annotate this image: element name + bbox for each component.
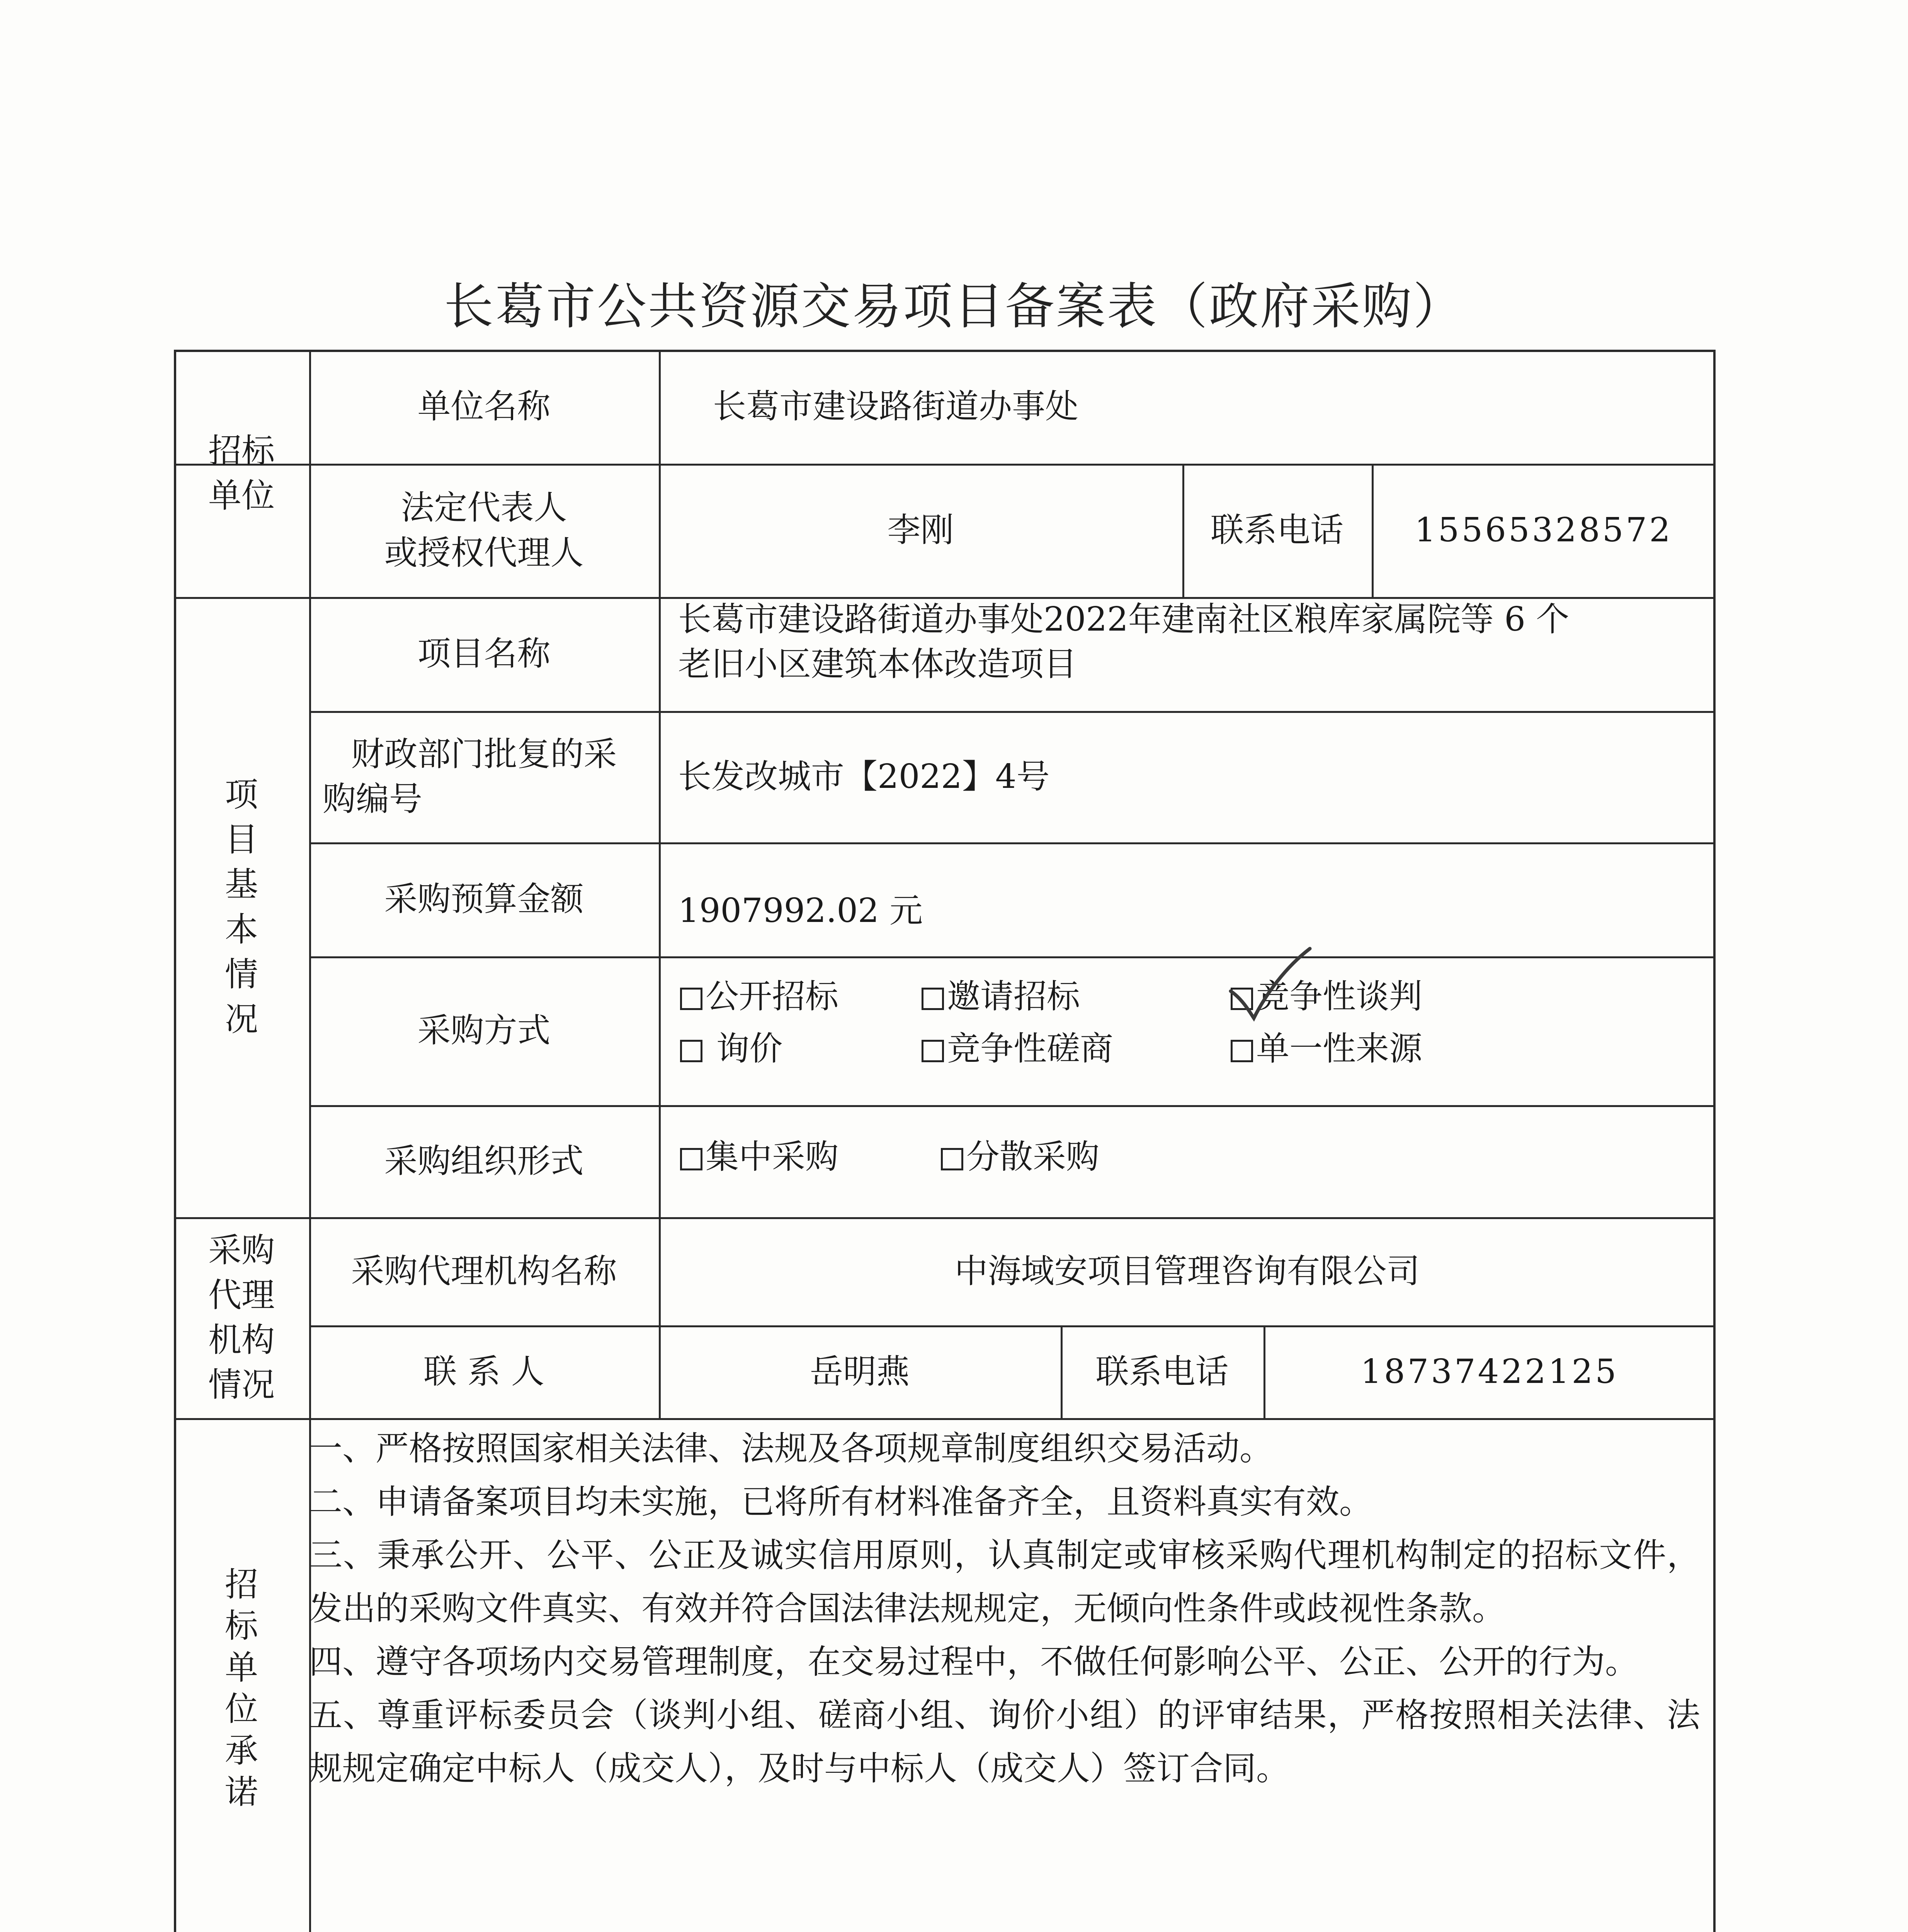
tenderer-phone-label: 联系电话 bbox=[1211, 511, 1343, 550]
section-label-project bbox=[174, 597, 309, 1217]
handwritten-check-mark-icon bbox=[1227, 945, 1312, 1022]
page-title: 长葛市公共资源交易项目备案表（政府采购） bbox=[444, 278, 1464, 335]
project-name-line: 老旧小区建筑本体改造项目 bbox=[678, 645, 1077, 684]
procurement-code-label-line: 购编号 bbox=[323, 780, 422, 818]
representative-label-line: 或授权代理人 bbox=[384, 533, 584, 572]
org-option-label: 分散采购 bbox=[966, 1138, 1099, 1176]
method-option-public-tender[interactable] bbox=[680, 972, 838, 1022]
section-label-text: 项目基本情况 bbox=[225, 776, 258, 1039]
organization-form-label: 采购组织形式 bbox=[384, 1141, 584, 1180]
agency-contact-label: 联 系 人 bbox=[423, 1352, 544, 1391]
method-option-competitive-negotiation[interactable] bbox=[1231, 972, 1422, 1022]
promise-item: 三、秉承公开、公平、公正及诚实信用原则，认真制定或审核采购代理机构制定的招标文件，发出的采购文件真实、有效并符合国法律法规规定，无倾向性条件或歧视性条款。 bbox=[309, 1536, 1700, 1628]
method-option-single-source[interactable] bbox=[1231, 1024, 1422, 1074]
budget-label: 采购预算金额 bbox=[384, 880, 584, 919]
agency-name-value: 中海域安项目管理咨询有限公司 bbox=[954, 1252, 1420, 1291]
checkbox-icon[interactable] bbox=[922, 988, 944, 1010]
method-option-label: 邀请招标 bbox=[947, 977, 1080, 1016]
agency-phone-value: 18737422125 bbox=[1360, 1352, 1619, 1391]
promise-item: 二、申请备案项目均未实施，已将所有材料准备齐全，且资料真实有效。 bbox=[309, 1483, 1372, 1521]
checkbox-icon[interactable] bbox=[680, 1040, 702, 1062]
checkbox-icon[interactable] bbox=[1231, 1040, 1253, 1062]
method-option-invited-tender[interactable] bbox=[922, 972, 1080, 1022]
tenderer-phone-value: 15565328572 bbox=[1415, 511, 1673, 550]
org-option-decentralized[interactable] bbox=[941, 1132, 1099, 1182]
project-name-line: 长葛市建设路街道办事处2022年建南社区粮库家属院等 6 个 bbox=[678, 600, 1570, 639]
project-name-label: 项目名称 bbox=[417, 634, 551, 673]
section-label-agency bbox=[174, 1217, 309, 1418]
procurement-code-label bbox=[309, 711, 659, 842]
method-option-label: 竞争性磋商 bbox=[947, 1029, 1113, 1068]
unit-name-value: 长葛市建设路街道办事处 bbox=[713, 387, 1078, 426]
promise-item: 一、严格按照国家相关法律、法规及各项规章制度组织交易活动。 bbox=[309, 1429, 1273, 1468]
unit-name-label: 单位名称 bbox=[417, 387, 551, 426]
checkbox-icon[interactable] bbox=[680, 988, 702, 1010]
section-label-text: 采购代理机构情况 bbox=[208, 1231, 275, 1405]
section-label-text: 招标单位 bbox=[208, 431, 275, 515]
checkbox-icon[interactable] bbox=[922, 1040, 944, 1062]
row-divider bbox=[174, 1418, 1716, 1420]
method-option-label: 竞争性谈判 bbox=[1256, 977, 1422, 1016]
budget-value: 1907992.02 元 bbox=[678, 891, 923, 930]
org-option-label: 集中采购 bbox=[706, 1138, 838, 1176]
representative-value: 李刚 bbox=[887, 511, 954, 550]
checkbox-icon[interactable] bbox=[941, 1148, 963, 1170]
checkbox-icon[interactable] bbox=[680, 1148, 702, 1170]
procurement-code-label-line: 财政部门批复的采 bbox=[351, 735, 617, 774]
procurement-method-options bbox=[659, 956, 1716, 1105]
method-option-inquiry[interactable] bbox=[680, 1024, 782, 1074]
promise-list bbox=[309, 1422, 1700, 1795]
agency-contact-value: 岳明燕 bbox=[810, 1352, 910, 1391]
procurement-method-label: 采购方式 bbox=[417, 1011, 551, 1050]
section-label-tenderer bbox=[174, 350, 309, 597]
section-label-text: 招标单位承诺 bbox=[225, 1565, 258, 1811]
section-label-promise bbox=[174, 1418, 309, 1932]
project-name-value bbox=[659, 597, 1716, 711]
org-option-centralized[interactable] bbox=[680, 1132, 838, 1182]
organization-form-options bbox=[659, 1105, 1716, 1217]
procurement-code-value: 长发改城市【2022】4号 bbox=[678, 757, 1050, 796]
representative-label bbox=[309, 464, 659, 597]
agency-phone-label: 联系电话 bbox=[1095, 1352, 1229, 1391]
method-option-label: 公开招标 bbox=[706, 977, 838, 1016]
method-option-competitive-consultation[interactable] bbox=[922, 1024, 1113, 1074]
method-option-label: 询价 bbox=[706, 1029, 783, 1068]
agency-name-label: 采购代理机构名称 bbox=[351, 1252, 617, 1291]
promise-item: 五、尊重评标委员会（谈判小组、磋商小组、询价小组）的评审结果，严格按照相关法律、法规规定确定中标人（成交人），及时与中标人（成交人）签订合同。 bbox=[309, 1696, 1700, 1788]
representative-label-line: 法定代表人 bbox=[401, 488, 567, 527]
method-option-label: 单一性来源 bbox=[1256, 1029, 1422, 1068]
promise-item: 四、遵守各项场内交易管理制度，在交易过程中，不做任何影响公平、公正、公开的行为。 bbox=[309, 1643, 1638, 1681]
